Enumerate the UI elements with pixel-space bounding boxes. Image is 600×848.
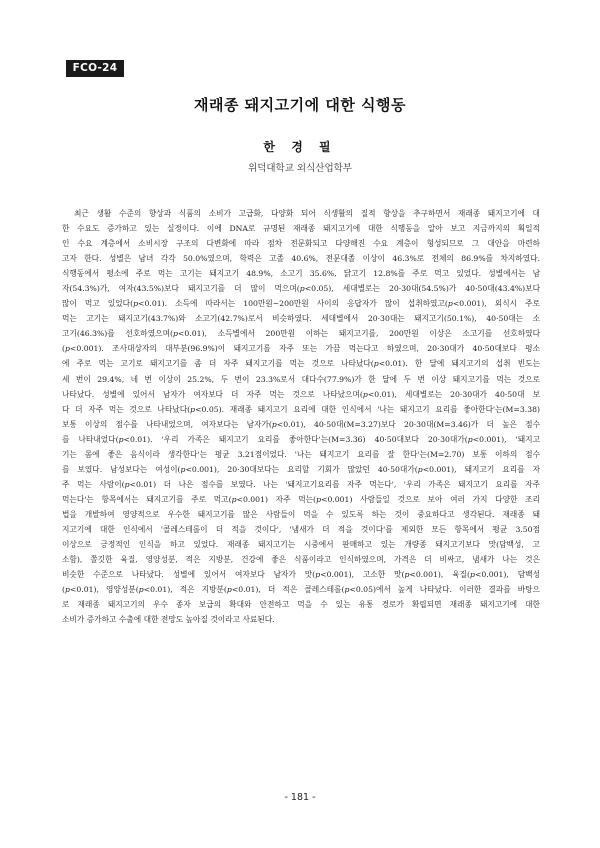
abstract-line: (p<0.01), 영양성분(p<0.01), 적은 지방분(p<0.01), 더 적은 콜레스테롤(p<0.05)에서 높게 나타났다. 이러한 결과를 바탕으	[62, 585, 540, 595]
abstract-line: 고자 한다. 성별은 남녀 각각 50.0%였으며, 학력은 고졸 40.6%, 전문대졸 이상이 46.3%로 전체의 86.9%를 차지하였다.	[62, 254, 540, 264]
abstract-line: 에 주로 먹는 고기로 돼지고기를 좀 더 자주 돼지고기를 먹는 것으로 나타났다(p<0.01). 한 달에 돼지고기의 섭취 빈도는	[62, 359, 540, 369]
abstract-line: 보통 이상의 점수를 나타내었으며, 여자보다는 남자가(p<0.01), 40·50대(M=3.27)보다 20·30대(M=3.46)가 더 높은 점수	[62, 419, 540, 429]
abstract-line: 를 나타내었다(p<0.01). '우리 가족은 돼지고기 요리를 좋아한다'는(M=3.36) 40·50대보다 20·30대가(p<0.001), '돼지고	[62, 434, 541, 444]
abstract-line: 비슷한 수준으로 나타났다. 성별에 있어서 여자보다 남자가 맛(p<0.001), 고소한 맛(p<0.001), 육질(p<0.001), 담백성	[62, 570, 540, 580]
abstract-line: 다 더 자주 먹는 것으로 나타났다(p<0.05). 재래종 돼지고기 요리에 대한 인식에서 '나는 돼지고기 요리를 좋아한다'는(M=3.38)	[62, 404, 540, 414]
abstract-line: 주 먹는 사람이(p<0.01) 더 나은 점수를 보였다. 나는 '돼지고기요리를 자주 먹는다', '우리 가족은 돼지고기 요리를 자주	[62, 479, 540, 489]
abstract-line: 이상으로 긍정적인 인식을 하고 있었다. 재래종 돼지고기는 시중에서 판매하고 있는 개량종 돼지고기보다 맛(담백성, 고	[62, 540, 540, 550]
abstract-line: 법을 개발하여 영양적으로 우수한 돼지고기를 많은 사람들이 먹을 수 있도록 하는 것이 중요하다고 생각된다. 재래종 돼	[62, 509, 540, 519]
abstract-line: 지고기에 대한 인식에서 '콜레스테롤이 더 적을 것이다', '냄새가 더 적을 것이다'를 제외한 모든 항목에서 평균 3.50점	[62, 524, 540, 534]
abstract-line: 기는 몸에 좋은 음식이라 생각한다'는 평균 3.21점이었다. '나는 돼지고기 요리를 잘 한다'는(M=2.70) 보통 이하의 점수	[62, 449, 540, 459]
abstract-line: 한 수요도 증가하고 있는 실정이다. 이에 DNA로 규명된 재래종 돼지고기에 대한 식행동을 알아 보고 지금까지의 획일적	[62, 224, 540, 234]
abstract-line: (p<0.001). 조사대상자의 대부분(96.9%)이 돼지고기를 자주 또는 가끔 먹는다고 하였으며, 20·30대가 40·50대보다 평소	[62, 344, 540, 354]
abstract-line: 소비가 증가하고 수출에 대한 전망도 높아질 것이라고 사료된다.	[62, 615, 275, 625]
page-number: - 181 -	[284, 792, 316, 803]
abstract-body	[62, 206, 540, 627]
abstract-line: 를 보였다. 남성보다는 여성이(p<0.001), 20·30대보다는 요리할 기회가 많았던 40·50대가(p<0.001), 돼지고기 요리를 자	[62, 464, 540, 474]
abstract-line: 먹는다'는 항목에서는 돼지고기를 주로 먹고(p<0.001) 자주 먹는(p<0.001) 사람들일 것으로 보아 여러 가지 다양한 조리	[62, 494, 540, 504]
abstract-line: 많이 먹고 있었다(p<0.01). 소득에 따라서는 100만원~200만원 사이의 응답자가 많이 섭취하였고(p<0.001), 외식시 주로	[62, 299, 540, 309]
abstract-line: 자(54.3%)가, 여자(43.5%)보다 돼지고기를 더 많이 먹으며(p<0.05), 세대별로는 20·30대(54.5%)가 40·50대(43.4%)보다	[62, 284, 541, 294]
abstract-line: 나타났다. 성별에 있어서 남자가 여자보다 더 자주 먹는 것으로 나타났으며(p<0.01), 세대별로는 20·30대가 40·50대 보	[62, 389, 540, 399]
abstract-line: 로 재래종 돼지고기의 우수 종자 보급의 확대와 안전하고 먹을 수 있는 유통 경로가 확립되면 재래종 돼지고기에 대한	[62, 600, 540, 610]
abstract-line: 세 번이 29.4%, 네 번 이상이 25.2%, 두 번이 23.3%로서 대다수(77.9%)가 한 달에 두 번 이상 돼지고기를 먹는 것으로	[62, 374, 540, 384]
session-code-badge: FCO-24	[66, 60, 124, 77]
author-affiliation: 위덕대학교 외식산업학부	[248, 163, 352, 174]
abstract-line: 식행동에서 평소에 주로 먹는 고기는 돼지고기 48.9%, 소고기 35.6%, 닭고기 12.8%를 주로 먹고 있었다. 성별에서는 남	[62, 269, 540, 279]
abstract-line: 최근 생활 수준의 향상과 식품의 소비가 고급화, 다양화 되어 식생활의 질적 향상을 추구하면서 재래종 돼지고기에 대	[74, 209, 540, 218]
abstract-line: 소함), 쫄깃한 육질, 영양성분, 적은 지방분, 건강에 좋은 식품이라고 인식하였으며, 가격은 더 비싸고, 냄새가 나는 것은	[62, 555, 540, 565]
author-name: 한 경 필	[263, 140, 337, 154]
abstract-line: 인 수요 계층에서 소비시장 구조의 다변화에 따라 점차 전문화되고 다양해진 수요 계층이 형성되므로 그 대안을 마련하	[62, 239, 540, 249]
paper-title: 재래종 돼지고기에 대한 식행동	[193, 96, 407, 114]
abstract-line: 고기(46.3%)를 선호하였으며(p<0.01), 소득별에서 200만원 이하는 돼지고기를, 200만원 이상은 소고기를 선호하였다	[62, 329, 540, 339]
abstract-line: 먹는 고기는 돼지고기(43.7%)와 소고기(42.7%)로서 비슷하였다. 세대별에서 20·30대는 돼지고기(50.1%), 40·50대는 소	[62, 314, 540, 324]
